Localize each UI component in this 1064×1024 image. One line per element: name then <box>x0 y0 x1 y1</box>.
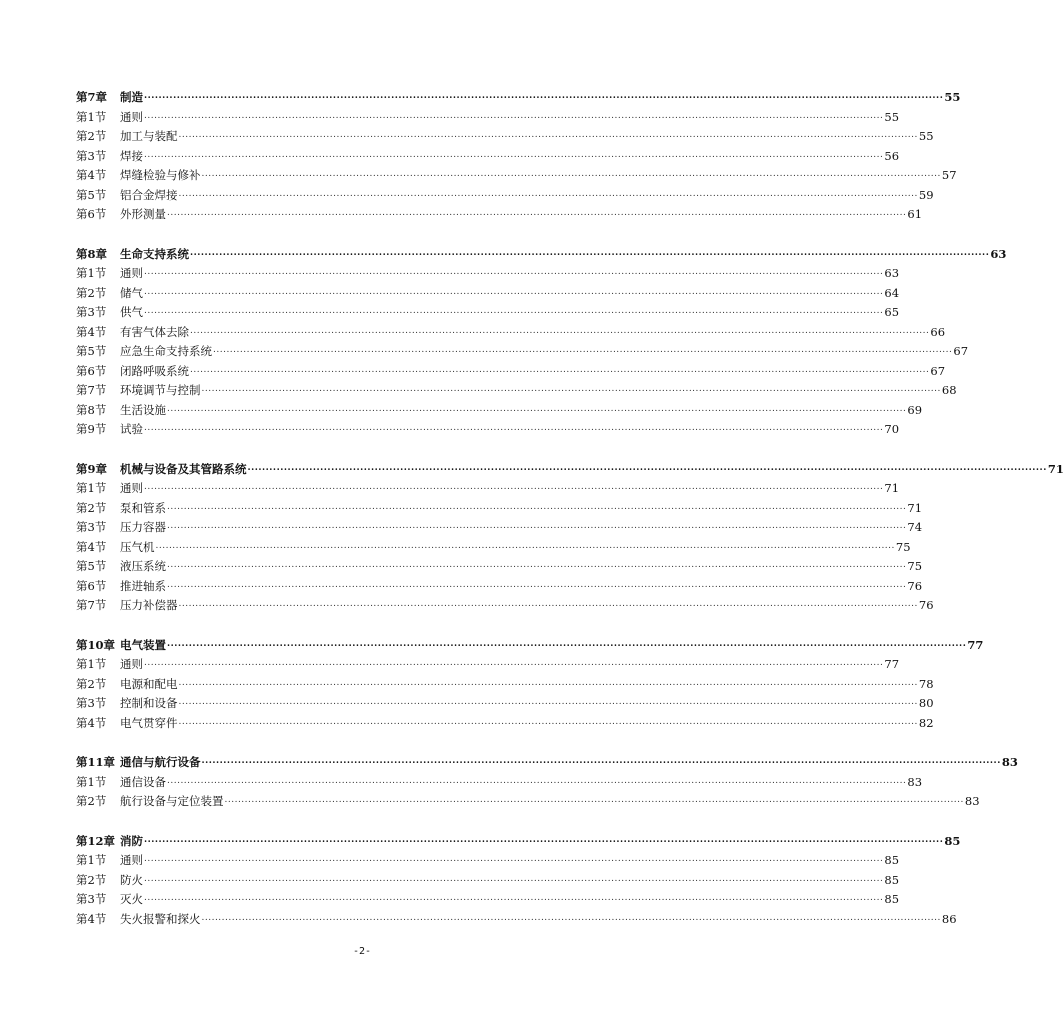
section-entry[interactable] <box>76 186 934 206</box>
section-entry[interactable] <box>76 381 957 401</box>
entry-title: 航行设备与定位装置 <box>120 794 224 808</box>
entry-page: 83 <box>907 774 923 789</box>
entry-page: 64 <box>884 285 900 300</box>
entry-number: 第1节 <box>76 657 107 671</box>
chapter-block <box>76 832 961 930</box>
entry-page: 63 <box>884 266 900 280</box>
entry-number: 第5节 <box>76 187 107 202</box>
entry-page: 63 <box>990 246 1007 261</box>
section-entry[interactable] <box>76 127 934 147</box>
entry-number: 第9节 <box>76 422 107 436</box>
entry-number: 第7节 <box>76 598 107 612</box>
section-entry[interactable] <box>76 284 900 304</box>
chapter-entry[interactable] <box>76 245 1007 265</box>
entry-page: 66 <box>930 324 946 339</box>
entry-number: 第9章 <box>76 461 108 476</box>
section-entry[interactable] <box>76 479 900 499</box>
dot-leader: ............................................................................................................................................................................................................................ <box>167 501 907 512</box>
section-entry[interactable] <box>76 694 934 714</box>
dot-leader: ............................................................................................................................................................................................................................ <box>178 697 918 707</box>
entry-page: 85 <box>884 872 900 887</box>
entry-number: 第1节 <box>76 481 107 495</box>
dot-leader: ............................................................................................................................................................................................................................ <box>144 110 884 121</box>
entry-page: 74 <box>907 520 923 534</box>
chapter-entry[interactable] <box>76 636 984 656</box>
entry-number: 第2节 <box>76 129 107 143</box>
entry-title: 试验 <box>120 422 143 436</box>
entry-number: 第6节 <box>76 363 107 378</box>
entry-page: 59 <box>918 187 934 202</box>
entry-title: 生命支持系统 <box>120 246 189 261</box>
entry-number: 第5节 <box>76 559 107 573</box>
entry-number: 第4节 <box>76 324 107 339</box>
section-entry[interactable] <box>76 147 900 167</box>
entry-title: 通则 <box>120 266 143 280</box>
entry-title: 推进轴系 <box>120 578 166 593</box>
dot-leader: ............................................................................................................................................................................................................................ <box>167 403 907 414</box>
entry-title: 通则 <box>120 109 143 124</box>
section-entry[interactable] <box>76 499 923 519</box>
entry-number: 第2节 <box>76 872 107 887</box>
entry-number: 第2节 <box>76 500 107 515</box>
section-entry[interactable] <box>76 323 946 343</box>
entry-page: 76 <box>907 578 923 593</box>
entry-title: 通则 <box>120 481 143 495</box>
entry-title: 制造 <box>120 90 143 104</box>
dot-leader: ............................................................................................................................................................................................................................ <box>178 677 918 688</box>
entry-number: 第4节 <box>76 168 107 182</box>
chapter-entry[interactable] <box>76 832 961 852</box>
chapter-entry[interactable] <box>76 460 1064 480</box>
section-entry[interactable] <box>76 538 911 558</box>
dot-leader: ............................................................................................................................................................................................................................ <box>247 462 1047 473</box>
entry-title: 通则 <box>120 853 143 867</box>
section-entry[interactable] <box>76 401 923 421</box>
entry-title: 外形测量 <box>120 207 166 221</box>
entry-page: 65 <box>884 305 900 319</box>
entry-number: 第5节 <box>76 344 107 358</box>
dot-leader: ............................................................................................................................................................................................................................ <box>144 423 884 433</box>
entry-number: 第4节 <box>76 715 107 730</box>
entry-title: 生活设施 <box>120 402 166 417</box>
dot-leader: ............................................................................................................................................................................................................................ <box>144 482 884 492</box>
entry-title: 压气机 <box>120 539 155 554</box>
entry-number: 第4节 <box>76 539 107 554</box>
section-entry[interactable] <box>76 264 900 284</box>
entry-page: 56 <box>884 148 900 163</box>
section-entry[interactable] <box>76 303 900 323</box>
entry-title: 铝合金焊接 <box>120 187 178 202</box>
entry-page: 75 <box>895 539 911 554</box>
entry-title: 电源和配电 <box>120 676 178 691</box>
dot-leader: ............................................................................................................................................................................................................................ <box>224 795 964 805</box>
entry-title: 有害气体去除 <box>120 324 189 339</box>
entry-page: 71 <box>907 500 923 515</box>
entry-number: 第10章 <box>76 637 116 652</box>
entry-number: 第7节 <box>76 383 107 397</box>
entry-number: 第1节 <box>76 109 107 124</box>
entry-number: 第3节 <box>76 305 107 319</box>
entry-page: 86 <box>941 911 957 926</box>
dot-leader: ............................................................................................................................................................................................................................ <box>144 854 884 864</box>
entry-page: 77 <box>884 657 900 671</box>
chapter-block <box>76 753 1018 812</box>
section-entry[interactable] <box>76 362 946 382</box>
entry-number: 第3节 <box>76 696 107 710</box>
entry-title: 失火报警和探火 <box>120 911 201 926</box>
entry-page: 76 <box>918 598 934 612</box>
dot-leader: ............................................................................................................................................................................................................................ <box>144 149 884 160</box>
section-entry[interactable] <box>76 851 900 871</box>
section-entry[interactable] <box>76 596 934 616</box>
entry-page: 55 <box>918 129 934 143</box>
dot-leader: ............................................................................................................................................................................................................................ <box>201 912 941 923</box>
entry-page: 68 <box>941 383 957 397</box>
chapter-block <box>76 88 961 225</box>
entry-page: 83 <box>1001 755 1018 769</box>
dot-leader: ............................................................................................................................................................................................................................ <box>201 169 941 179</box>
entry-number: 第6节 <box>76 207 107 221</box>
entry-title: 加工与装配 <box>120 129 178 143</box>
dot-leader: ............................................................................................................................................................................................................................ <box>155 540 895 551</box>
dot-leader: ............................................................................................................................................................................................................................ <box>178 188 918 199</box>
entry-page: 80 <box>918 696 934 710</box>
entry-page: 77 <box>967 637 984 652</box>
entry-page: 67 <box>930 363 946 378</box>
entry-page: 70 <box>884 422 900 436</box>
section-entry[interactable] <box>76 871 900 891</box>
entry-page: 69 <box>907 402 923 417</box>
section-entry[interactable] <box>76 420 900 440</box>
section-entry[interactable] <box>76 518 923 538</box>
entry-number: 第12章 <box>76 833 116 848</box>
dot-leader: ............................................................................................................................................................................................................................ <box>144 893 884 903</box>
section-entry[interactable] <box>76 773 923 793</box>
dot-leader: ............................................................................................................................................................................................................................ <box>144 306 884 316</box>
dot-leader: ............................................................................................................................................................................................................................ <box>167 560 907 570</box>
section-entry[interactable] <box>76 655 900 675</box>
entry-page: 82 <box>918 715 934 730</box>
dot-leader: ............................................................................................................................................................................................................................ <box>167 208 907 218</box>
section-entry[interactable] <box>76 557 923 577</box>
entry-page: 78 <box>918 676 934 691</box>
entry-title: 电气装置 <box>120 637 166 652</box>
entry-number: 第2节 <box>76 794 107 808</box>
dot-leader: ............................................................................................................................................................................................................................ <box>144 658 884 668</box>
entry-number: 第1节 <box>76 853 107 867</box>
entry-number: 第6节 <box>76 578 107 593</box>
entry-number: 第2节 <box>76 676 107 691</box>
section-entry[interactable] <box>76 166 957 186</box>
dot-leader: ............................................................................................................................................................................................................................ <box>190 364 930 375</box>
section-entry[interactable] <box>76 675 934 695</box>
entry-title: 通信与航行设备 <box>120 755 201 769</box>
entry-title: 焊接 <box>120 148 143 163</box>
entry-title: 焊缝检验与修补 <box>120 168 201 182</box>
entry-title: 消防 <box>120 833 143 848</box>
entry-number: 第1节 <box>76 266 107 280</box>
entry-title: 液压系统 <box>120 559 166 573</box>
section-entry[interactable] <box>76 910 957 930</box>
entry-title: 泵和管系 <box>120 500 166 515</box>
dot-leader: ............................................................................................................................................................................................................................ <box>178 130 918 140</box>
entry-title: 压力容器 <box>120 520 166 534</box>
entry-title: 机械与设备及其管路系统 <box>120 461 247 476</box>
entry-title: 防火 <box>120 872 143 887</box>
section-entry[interactable] <box>76 108 900 128</box>
entry-title: 灭火 <box>120 892 143 906</box>
dot-leader: ............................................................................................................................................................................................................................ <box>201 384 941 394</box>
dot-leader: ............................................................................................................................................................................................................................ <box>144 91 944 101</box>
dot-leader: ............................................................................................................................................................................................................................ <box>144 834 944 845</box>
chapter-block <box>76 460 1064 616</box>
entry-page: 75 <box>907 559 923 573</box>
entry-title: 电气贯穿件 <box>120 715 178 730</box>
section-entry[interactable] <box>76 577 923 597</box>
entry-title: 应急生命支持系统 <box>120 344 212 358</box>
entry-page: 71 <box>884 481 900 495</box>
section-entry[interactable] <box>76 205 923 225</box>
entry-page: 57 <box>941 168 957 182</box>
entry-number: 第3节 <box>76 520 107 534</box>
entry-page: 55 <box>944 90 961 104</box>
dot-leader: ............................................................................................................................................................................................................................ <box>167 521 907 531</box>
dot-leader: ............................................................................................................................................................................................................................ <box>178 716 918 727</box>
entry-page: 85 <box>884 892 900 906</box>
chapter-entry[interactable] <box>76 753 1018 773</box>
entry-number: 第3节 <box>76 148 107 163</box>
dot-leader: ............................................................................................................................................................................................................................ <box>144 286 884 297</box>
entry-page: 67 <box>953 344 969 358</box>
section-entry[interactable] <box>76 714 934 734</box>
section-entry[interactable] <box>76 890 900 910</box>
entry-number: 第4节 <box>76 911 107 926</box>
entry-page: 55 <box>884 109 900 124</box>
chapter-block <box>76 245 1007 440</box>
chapter-entry[interactable] <box>76 88 961 108</box>
dot-leader: ............................................................................................................................................................................................................................ <box>167 775 907 786</box>
dot-leader: ............................................................................................................................................................................................................................ <box>144 873 884 884</box>
dot-leader: ............................................................................................................................................................................................................................ <box>201 756 1001 766</box>
section-entry[interactable] <box>76 342 969 362</box>
entry-title: 储气 <box>120 285 143 300</box>
entry-page: 71 <box>1047 461 1064 476</box>
section-entry[interactable] <box>76 792 980 812</box>
dot-leader: ............................................................................................................................................................................................................................ <box>144 267 884 277</box>
dot-leader: ............................................................................................................................................................................................................................ <box>213 345 953 355</box>
entry-title: 闭路呼吸系统 <box>120 363 189 378</box>
dot-leader: ............................................................................................................................................................................................................................ <box>190 247 990 258</box>
entry-title: 通则 <box>120 657 143 671</box>
dot-leader: ............................................................................................................................................................................................................................ <box>178 599 918 609</box>
dot-leader: ............................................................................................................................................................................................................................ <box>167 638 967 649</box>
entry-page: 85 <box>884 853 900 867</box>
entry-number: 第2节 <box>76 285 107 300</box>
entry-page: 83 <box>964 794 980 808</box>
entry-number: 第8节 <box>76 402 107 417</box>
entry-title: 压力补偿器 <box>120 598 178 612</box>
chapter-block <box>76 636 984 734</box>
entry-title: 控制和设备 <box>120 696 178 710</box>
entry-title: 供气 <box>120 305 143 319</box>
entry-number: 第1节 <box>76 774 107 789</box>
dot-leader: ............................................................................................................................................................................................................................ <box>190 325 930 336</box>
entry-number: 第8章 <box>76 246 108 261</box>
dot-leader: ............................................................................................................................................................................................................................ <box>167 579 907 590</box>
entry-title: 环境调节与控制 <box>120 383 201 397</box>
page-number: -2- <box>352 946 372 957</box>
entry-number: 第3节 <box>76 892 107 906</box>
entry-title: 通信设备 <box>120 774 166 789</box>
entry-number: 第11章 <box>76 755 116 769</box>
entry-page: 61 <box>907 207 923 221</box>
entry-page: 85 <box>944 833 961 848</box>
table-of-contents <box>76 88 1064 949</box>
entry-number: 第7章 <box>76 90 108 104</box>
